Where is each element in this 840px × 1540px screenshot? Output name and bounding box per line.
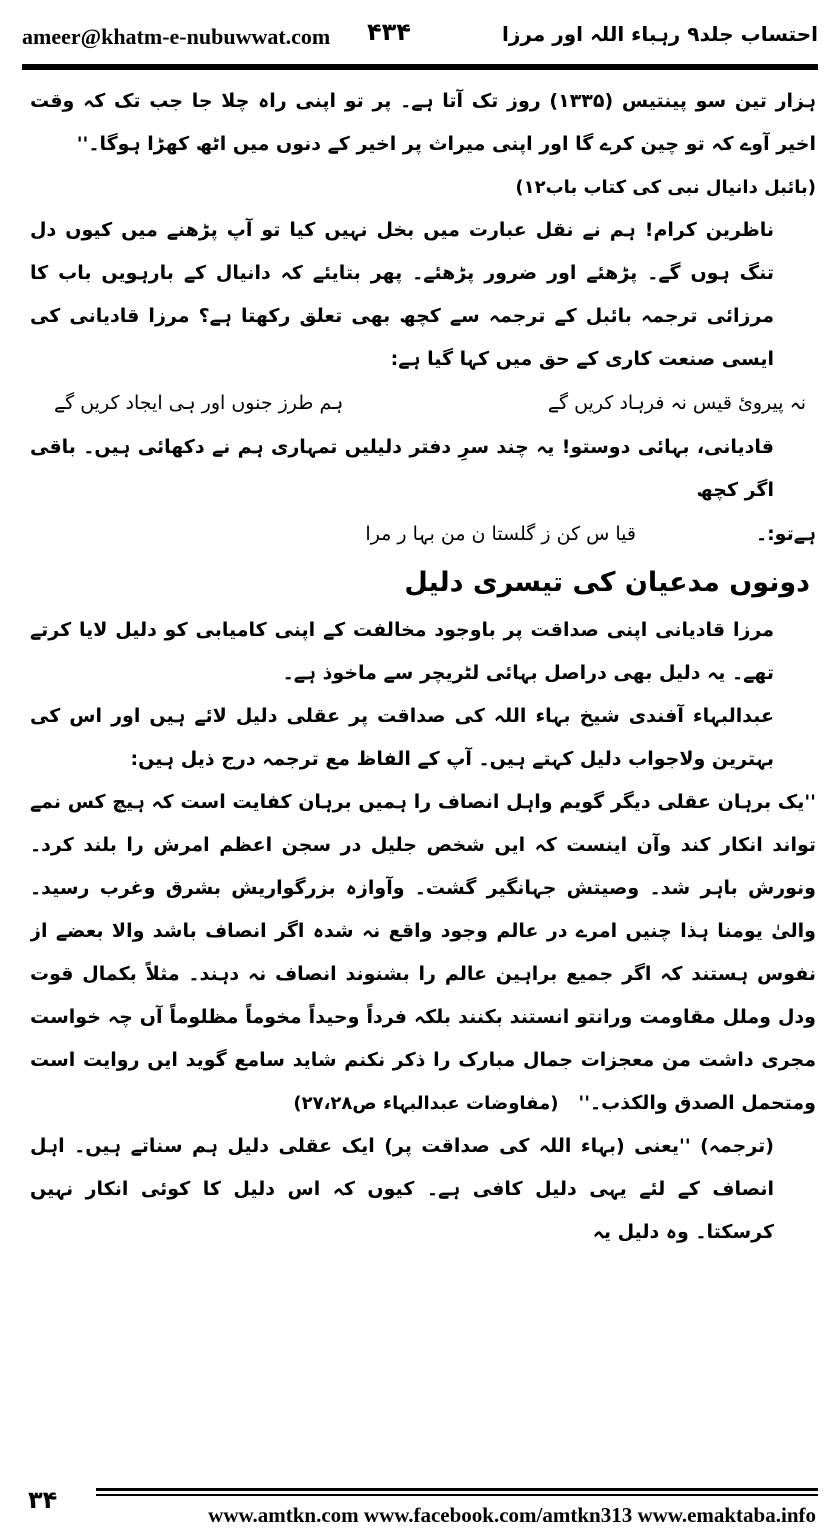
verse-lead: ہےتو:۔ (755, 523, 816, 545)
paragraph-4: مرزا قادیانی اپنی صداقت پر باوجود مخالفت کے اپنی کامیابی کو دلیل لایا کرتے تھے۔ یہ دلیل بھی دراصل بہائی لٹریچر سے ماخوذ ہے۔ (30, 619, 774, 684)
paragraph-3: قادیانی، بہائی دوستو! یہ چند سرِ دفتر دلیلیں تمہاری ہم نے دکھائی ہیں۔ باقی اگر کچھ (30, 436, 774, 501)
reference-mufawazat: (مفاوضات عبدالبہاء ص۲۷،۲۸) (293, 1093, 559, 1114)
footer-rule-top (96, 1488, 818, 1491)
footer-page-number: ۳۴ (28, 1486, 58, 1514)
footer-links: www.amtkn.com www.facebook.com/amtkn313 www.emaktaba.info (208, 1503, 816, 1527)
verse-line: قیا س کن ز گلستا ن من بہا ر مرا (365, 523, 636, 545)
header-rule (22, 64, 818, 70)
poetry-couplet (30, 381, 816, 426)
reference-bible: (بائبل دانیال نبی کی کتاب باب۱۲) (515, 177, 816, 198)
paragraph-2: ناظرین کرام! ہم نے نقل عبارت میں بخل نہیں کیا تو آپ پڑھنے میں کیوں دل تنگ ہوں گے۔ پڑھئے اور ضرور پڑھئے۔ پھر بتایئے کہ دانیال کے بارہویں باب کا مرزائی ترجمہ بائبل کے ترجمہ سے کچھ بھی تعلق رکھتا ہے؟ مرزا قادیانی کی ایسی صنعت کاری کے حق میں کہا گیا ہے: (30, 219, 774, 370)
paragraph-1: ہزار تین سو پینتیس (۱۳۳۵) روز تک آتا ہے۔ پر تو اپنی راہ چلا جا جب تک کہ وقت اخیر آوے کہ تو چین کرے گا اور اپنی میراث پر اخیر کے دنوں میں اٹھ کھڑا ہوگا۔'' (30, 90, 816, 155)
paragraph-5: عبدالبہاء آفندی شیخ بہاء اللہ کی صداقت پر عقلی دلیل لائے ہیں اور اس کی بہترین ولاجواب دلیل کہتے ہیں۔ آپ کے الفاظ مع ترجمہ درج ذیل ہیں: (30, 705, 774, 770)
page-body (30, 80, 816, 1480)
paragraph-6: (ترجمہ) ''یعنی (بہاء اللہ کی صداقت پر) ایک عقلی دلیل ہم سناتے ہیں۔ اہل انصاف کے لئے یہی دلیل کافی ہے۔ کیوں کہ اس دلیل کا کوئی انکار نہیں کرسکتا۔ وہ دلیل یہ (30, 1135, 774, 1243)
persian-quote (30, 781, 816, 1125)
page-header (22, 18, 818, 62)
header-title: احتساب جلد۹ رہباء اللہ اور مرزا (502, 22, 818, 46)
section-heading: دونوں مدعیان کی تیسری دلیل (404, 567, 810, 598)
header-email: ameer@khatm-e-nubuwwat.com (22, 24, 331, 49)
persian-quote-text: ''یک برہان عقلی دیگر گویم واہل انصاف را ہمیں برہان کفایت است کہ ہیچ کس نمے تواند انکار کند وآن اینست کہ ایں شخص جلیل در سجن اعظم امرش را بلند کرد۔ ونورش باہر شد۔ وصیتش جہانگیر گشت۔ وآوازہ بزرگواریش بشرق وغرب رسید۔ والیٰ یومنا ہذا چنیں امرے در عالم وجود واقع نہ شدہ اگر انصاف باشد والا بعضے از نفوس ہستند کہ اگر جمیع براہین عالم را بشنوند انصاف نہ دہند۔ مثلاً بکمال قوت ودل وملل مقاومت ورانتو انستند بکنند بلکہ فرداً وحیداً مخوماً مظلوماً آں چہ خواست مجری داشت من معجزات جمال مبارک را ذکر نکنم شاید سامع گوید ایں روایت است ومتحمل الصدق والکذب۔'' (30, 791, 816, 1114)
header-page-number: ۴۳۴ (367, 18, 411, 46)
poetry-line (30, 512, 816, 557)
footer-rule-bottom (96, 1494, 818, 1496)
verse-second-hemistich: ہم طرز جنوں اور ہی ایجاد کریں گے (54, 392, 344, 414)
verse-first-hemistich: نہ پیروئ قیس نہ فرہاد کریں گے (547, 392, 806, 414)
